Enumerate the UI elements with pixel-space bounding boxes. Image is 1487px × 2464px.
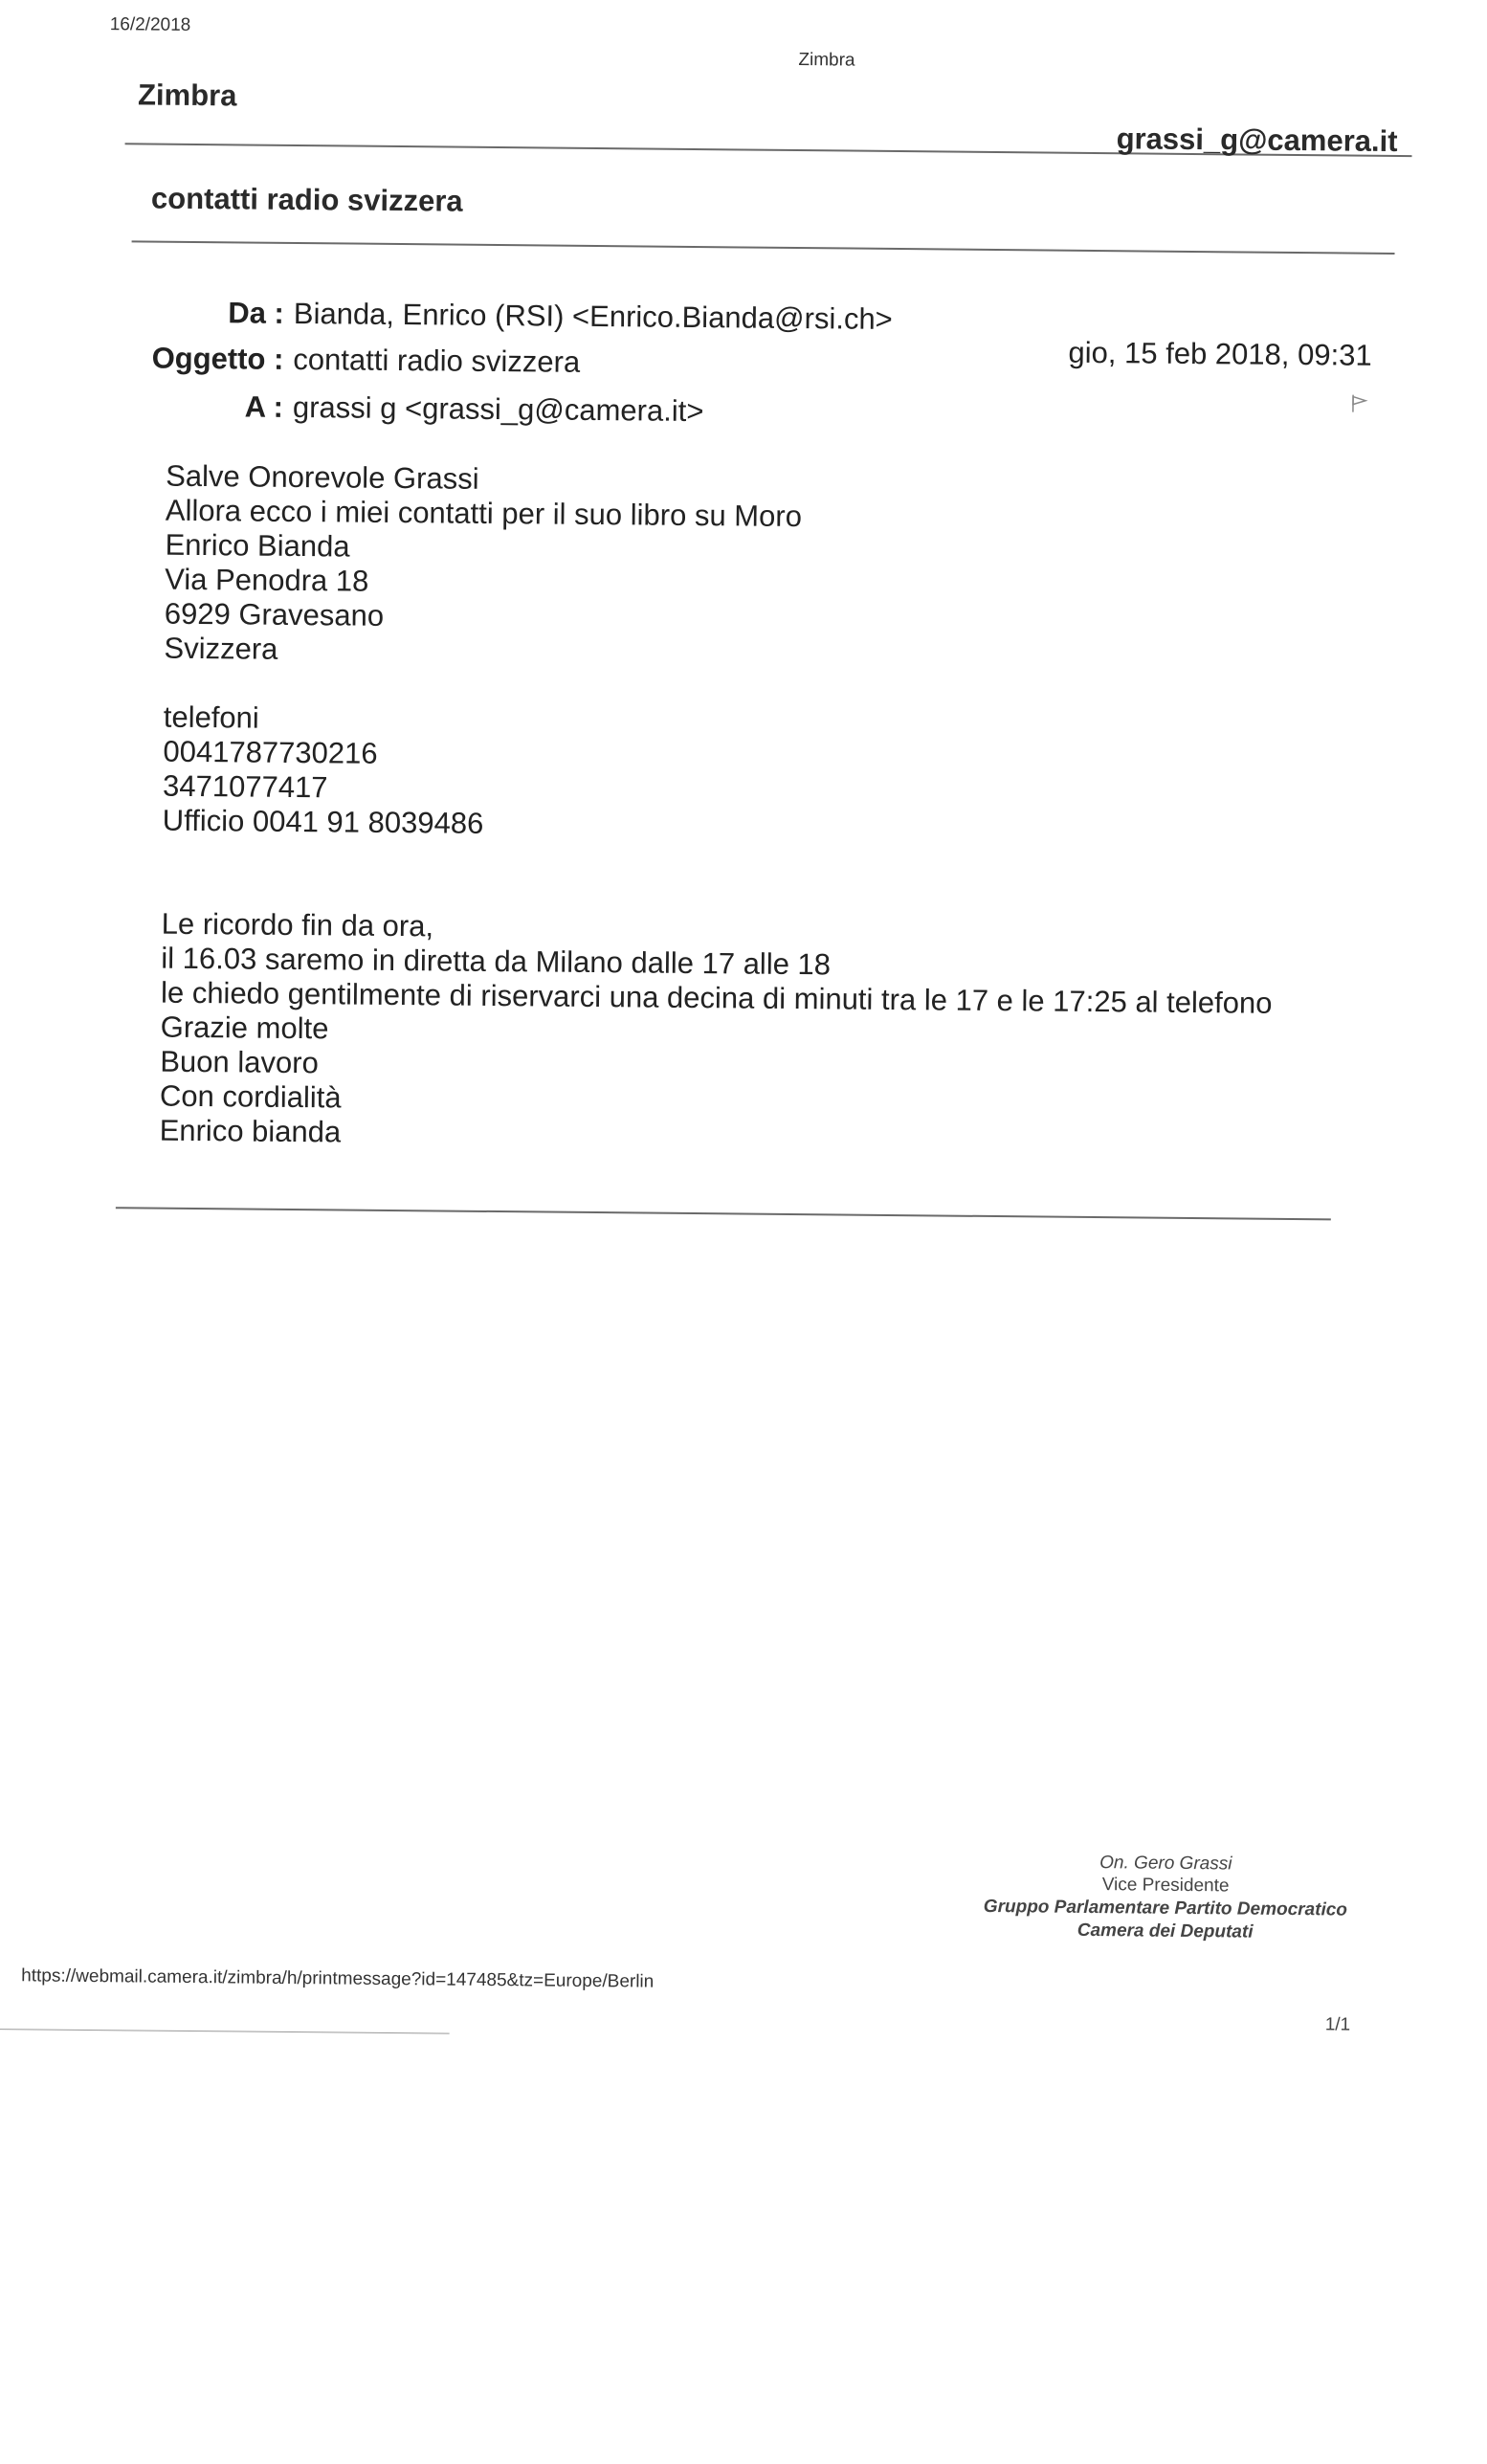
stamp-name: On. Gero Grassi [945, 1852, 1386, 1876]
stamp-group: Gruppo Parlamentare Partito Democratico [945, 1897, 1386, 1921]
print-date: 16/2/2018 [110, 14, 191, 36]
stamp-role: Vice Presidente [945, 1874, 1386, 1898]
subject-label: Oggetto : [92, 341, 283, 377]
to-value: grassi g <grassi_g@camera.it> [293, 390, 704, 429]
to-label: A : [92, 388, 283, 425]
page-number: 1/1 [1325, 2014, 1351, 2035]
subject-value: contatti radio svizzera [293, 343, 580, 380]
footer-divider [0, 2029, 450, 2034]
print-app-name: Zimbra [798, 50, 854, 72]
user-email: grassi_g@camera.it [1116, 122, 1397, 159]
subject-title: contatti radio svizzera [151, 182, 463, 219]
from-value: Bianda, Enrico (RSI) <Enrico.Bianda@rsi.ch> [294, 297, 893, 337]
flag-icon [1350, 394, 1369, 413]
stamp-institution: Camera dei Deputati [945, 1920, 1386, 1944]
subject-divider [132, 240, 1395, 255]
message-body: Salve Onorevole Grassi Allora ecco i miei contatti per il suo libro su Moro Enrico Bianda Via Penodra 18 6929 Gravesano Svizzera telefoni 0041787730216 3471077417 Ufficio 0041 91 8039486 Le ricordo fin da ora, il 16.03 saremo in diretta da Milano dalle 17 alle 18 le chiedo gentilmente di riservarci una decina di minuti tra le 17 e le 17:25 al telefono Grazie molte Buon lavoro Con cordialità Enrico bianda [159, 459, 1276, 1159]
app-title: Zimbra [138, 78, 237, 113]
message-date: gio, 15 feb 2018, 09:31 [1068, 336, 1372, 373]
footer-url: https://webmail.camera.it/zimbra/h/printmessage?id=147485&tz=Europe/Berlin [21, 1965, 654, 1992]
body-divider [116, 1207, 1331, 1220]
from-label: Da : [93, 295, 284, 331]
